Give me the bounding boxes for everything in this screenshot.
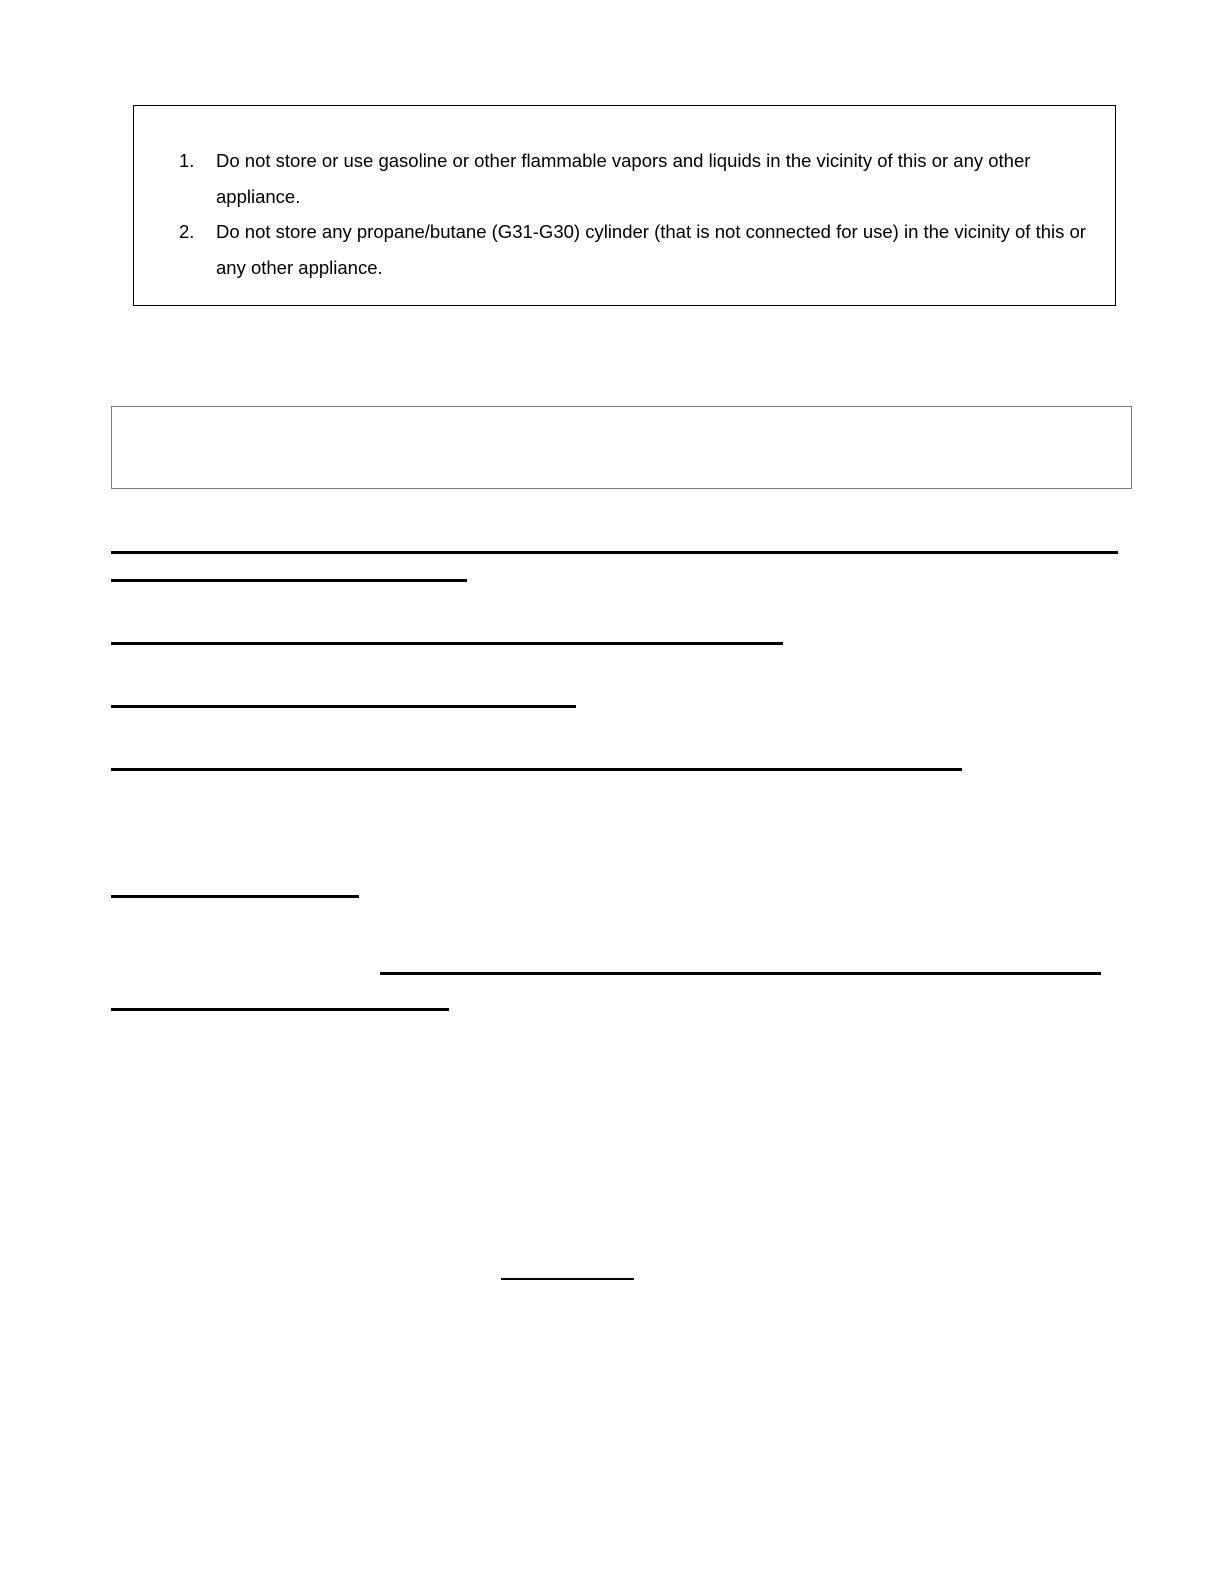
blank-underline-1: [111, 551, 1118, 554]
warning-text: Do not store or use gasoline or other flammable vapors and liquids in the vicinity of this or any other appliance.: [216, 150, 1031, 207]
warning-text: Do not store any propane/butane (G31-G30) cylinder (that is not connected for use) in the vicinity of this or any other appliance.: [216, 221, 1086, 278]
blank-underline-8: [111, 1008, 449, 1011]
blank-underline-7: [380, 972, 1101, 975]
blank-underline-4: [111, 705, 576, 708]
warning-item-2: [179, 214, 1089, 285]
blank-underline-5: [111, 768, 962, 771]
warning-item-1: [179, 143, 1089, 214]
blank-underline-9: [501, 1278, 634, 1280]
warning-number: 2.: [179, 221, 195, 242]
blank-underline-2: [111, 579, 467, 582]
warning-box: [133, 105, 1116, 306]
warning-number: 1.: [179, 150, 195, 171]
blank-underline-6: [111, 895, 359, 898]
blank-notice-box: [111, 406, 1132, 489]
blank-underline-3: [111, 642, 783, 645]
warning-list: [179, 143, 1089, 285]
